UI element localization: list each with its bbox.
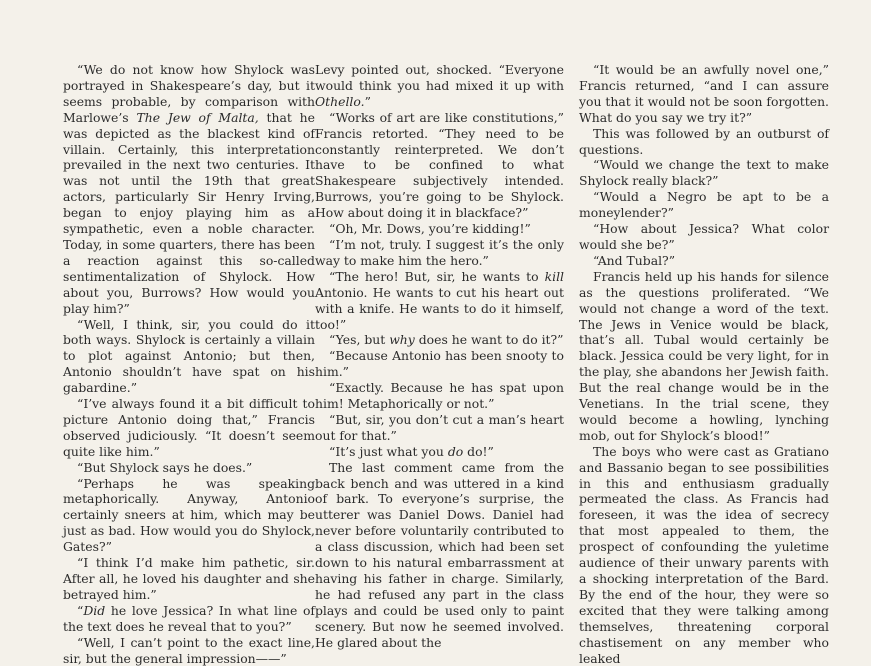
paragraph — [63, 476, 315, 556]
text-run: “I think I’d make him pathetic, sir. After all, he loved his daughter and she betrayed him.” — [63, 555, 315, 602]
text-run: “We do not know how Shylock was portrayed in Shakespeare’s day, but it seems probable, by comparison with Marlowe’s — [63, 62, 315, 125]
paragraph — [579, 157, 829, 189]
text-run: Francis held up his hands for silence as the questions proliferated. “We would not change a word of the text. The Jews in Venice would be black, that’s all. Tubal would certainly be black. Jessica could be very light, for in the play, she abandons her Jewish faith. But the real change would be in the Venetians. In the trial scene, they would become a howling, lynching mob, out for Shylock’s blood!” — [579, 268, 829, 443]
text-run: “And Tubal?” — [593, 252, 676, 268]
text-run: “I’ve always found it a bit difficult to picture Antonio doing that,” Francis observed judiciously. “It doesn’t seem quite like him.” — [63, 396, 315, 459]
text-run: The last comment came from the back bench and was uttered in a kind of bark. To everyone’s surprise, the utterer was Daniel Dows. Daniel had never before voluntarily contributed to a class discussion, which had been set down to his natural embarrassment at having his father in charge. Similarly, he had refused any part in the class plays and could be used only to paint scenery. But now he seemed involved. He glared about the — [315, 459, 564, 650]
text-run: “It would be an awfully novel one,” Francis returned, “and I can assure you that it would not be soon forgotten. What do you say we try it?” — [579, 62, 829, 125]
paragraph — [63, 635, 315, 666]
paragraph — [315, 444, 564, 460]
paragraph — [315, 332, 564, 348]
text-column-3 — [579, 62, 829, 666]
text-run: This was followed by an outburst of questions. — [579, 125, 829, 157]
paragraph — [579, 269, 829, 444]
text-run: “Because Antonio has been snooty to him.” — [315, 348, 564, 380]
text-run: “Well, I can’t point to the exact line, sir, but the general impression——” — [63, 634, 315, 666]
text-run: “How about Jessica? What color would she be?” — [579, 221, 829, 252]
text-run: The boys who were cast as Gratiano and Bassanio began to see possibilities in this and enthusiasm gradually permeated the class. As Francis had foreseen, it was the idea of secrecy that most appealed to them, the prospect of confounding the yuletime audience of their unwary parents with a shocking interpretation of the Bard. By the end of the hour, they were so excited that they were talking among themselves, threatening corporal chastisement on any member who leaked — [579, 443, 829, 666]
italic-run: kill — [544, 268, 564, 284]
paragraph — [315, 460, 564, 651]
paragraph — [315, 380, 564, 412]
text-run: “ — [77, 602, 84, 618]
paragraph — [63, 396, 315, 460]
text-run: he love Jessica? In what line of the text does he reveal that to you?” — [63, 602, 315, 634]
text-run: “Would a Negro be apt to be a moneylender?” — [579, 189, 829, 221]
paragraph — [579, 62, 829, 126]
paragraph — [315, 237, 564, 269]
paragraph — [315, 412, 564, 444]
text-run: “Yes, but — [329, 332, 390, 348]
paragraph — [315, 348, 564, 380]
paragraph — [315, 221, 564, 237]
text-run: “But Shylock says he does.” — [77, 459, 253, 475]
paragraph — [63, 603, 315, 635]
text-run: “Works of art are like constitutions,” Francis retorted. “They need to be constantly reinterpreted. We don’t have to be confined to what Shakespeare subjectively intended. Burrows, you’re going to be Shylock. How about doing it in blackface?” — [315, 109, 564, 221]
text-run: “Well, I think, sir, you could do it both ways. Shylock is certainly a villain to plot against Antonio; but then, Antonio shouldn’t have spat on his gabardine.” — [63, 316, 315, 396]
italic-run: why — [389, 332, 415, 348]
text-run: do!” — [463, 443, 494, 459]
italic-run: Did — [83, 602, 106, 618]
paragraph — [579, 189, 829, 221]
paragraph — [579, 253, 829, 269]
paragraph — [63, 555, 315, 603]
paragraph — [315, 110, 564, 221]
paragraph — [315, 62, 564, 110]
text-run: “It’s just what you — [329, 443, 448, 459]
paragraph — [63, 317, 315, 397]
text-run: Levy pointed out, shocked. “Everyone would think you had mixed it up with — [315, 62, 564, 93]
text-run: Antonio. He wants to cut his heart out with a knife. He wants to do it himself, too!” — [315, 284, 564, 332]
paragraph — [315, 269, 564, 333]
paragraph — [63, 460, 315, 476]
text-column-2 — [315, 62, 564, 651]
text-run: “The hero! But, sir, he wants to — [329, 268, 545, 284]
text-run: “But, sir, you don’t cut a man’s heart out for that.” — [315, 411, 564, 443]
italic-run: The Jew of Malta, — [136, 109, 259, 125]
text-run: “Would we change the text to make Shylock really black?” — [579, 157, 829, 189]
italic-run: do — [447, 443, 464, 459]
italic-run: Othello. — [315, 93, 365, 109]
text-run: “Exactly. Because he has spat upon him! Metaphorically or not.” — [315, 380, 564, 412]
text-run: “Oh, Mr. Dows, you’re kidding!” — [329, 221, 531, 237]
text-run: does he want to do it?” — [414, 332, 564, 348]
paragraph — [579, 221, 829, 253]
text-run: “Perhaps he was speaking metaphorically. Anyway, Antonio certainly sneers at him, which may be just as bad. How would you do Shylock, Gates?” — [63, 475, 315, 555]
text-run: “I’m not, truly. I suggest it’s the only way to make him the hero.” — [315, 236, 564, 268]
paragraph — [63, 62, 315, 317]
text-run: that he was depicted as the blackest kind of villain. Certainly, this interpretation prevailed in the next two centuries. It was not until the 19th that great actors, particularly Sir Henry Irving, began to enjoy playing him as a sympathetic, even a noble character. Today, in some quarters, there has been a reaction against this so-called sentimentalization of Shylock. How about you, Burrows? How would you play him?” — [63, 109, 315, 316]
paragraph — [579, 444, 829, 666]
text-run: ” — [364, 93, 371, 109]
paragraph — [579, 126, 829, 158]
text-column-1 — [63, 62, 315, 666]
